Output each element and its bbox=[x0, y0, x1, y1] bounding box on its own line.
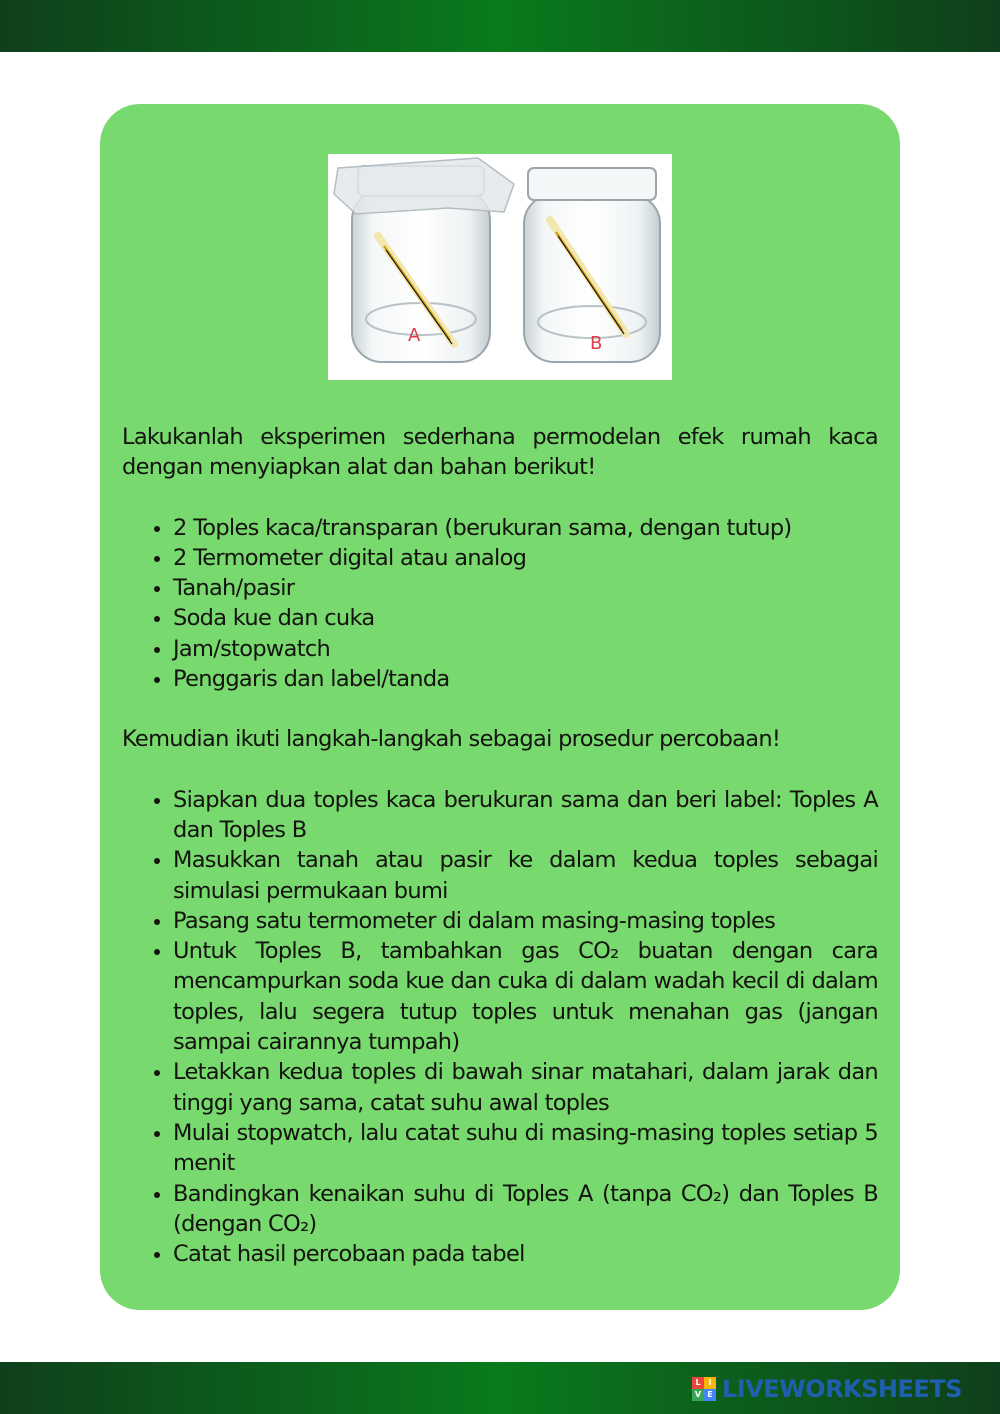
intro-text: Lakukanlah eksperimen sederhana permodelan efek rumah kaca dengan menyiapkan alat dan bahan berikut! bbox=[122, 424, 878, 481]
list-item: • Catat hasil percobaan pada tabel bbox=[173, 1239, 878, 1269]
list-item: • Letakkan kedua toples di bawah sinar matahari, dalam jarak dan tinggi yang sama, catat suhu awal toples bbox=[173, 1057, 878, 1118]
list-item: • Mulai stopwatch, lalu catat suhu di masing-masing toples setiap 5 menit bbox=[173, 1118, 878, 1179]
logo-letter: E bbox=[704, 1389, 716, 1401]
jar-a bbox=[334, 158, 514, 362]
top-banner bbox=[0, 0, 1000, 52]
logo-letter: I bbox=[704, 1377, 716, 1389]
brand-name: LIVEWORKSHEETS bbox=[722, 1375, 962, 1403]
logo-letter: L bbox=[692, 1377, 704, 1389]
materials-list bbox=[122, 513, 878, 695]
list-item: • Jam/stopwatch bbox=[173, 634, 878, 664]
list-item: • Tanah/pasir bbox=[173, 573, 878, 603]
experiment-card bbox=[100, 104, 900, 1310]
jar-b-label: B bbox=[590, 333, 603, 354]
list-item: • Soda kue dan cuka bbox=[173, 603, 878, 633]
list-item: • Siapkan dua toples kaca berukuran sama dan beri label: Toples A dan Toples B bbox=[173, 785, 878, 846]
list-item: • Untuk Toples B, tambahkan gas CO₂ buatan dengan cara mencampurkan soda kue dan cuka di dalam wadah kecil di dalam toples, lalu segera tutup toples untuk menahan gas (jangan sampai cairannya tumpah) bbox=[173, 936, 878, 1057]
logo-letter: V bbox=[692, 1389, 704, 1401]
list-item: • Penggaris dan label/tanda bbox=[173, 664, 878, 694]
card-content bbox=[122, 422, 878, 1269]
list-item: • Pasang satu termometer di dalam masing-masing toples bbox=[173, 906, 878, 936]
list-item: • Bandingkan kenaikan suhu di Toples A (tanpa CO₂) dan Toples B (dengan CO₂) bbox=[173, 1179, 878, 1240]
procedure-list bbox=[122, 785, 878, 1270]
list-item: • Masukkan tanah atau pasir ke dalam kedua toples sebagai simulasi permukaan bumi bbox=[173, 845, 878, 906]
jars-photo bbox=[328, 154, 672, 380]
jar-a-label: A bbox=[408, 325, 421, 346]
logo-grid-icon bbox=[692, 1377, 716, 1401]
liveworksheets-logo[interactable] bbox=[692, 1376, 962, 1402]
procedure-intro: Kemudian ikuti langkah-langkah sebagai prosedur percobaan! bbox=[122, 726, 781, 753]
jars-illustration bbox=[328, 154, 672, 380]
list-item: • 2 Toples kaca/transparan (berukuran sama, dengan tutup) bbox=[173, 513, 878, 543]
list-item: • 2 Termometer digital atau analog bbox=[173, 543, 878, 573]
